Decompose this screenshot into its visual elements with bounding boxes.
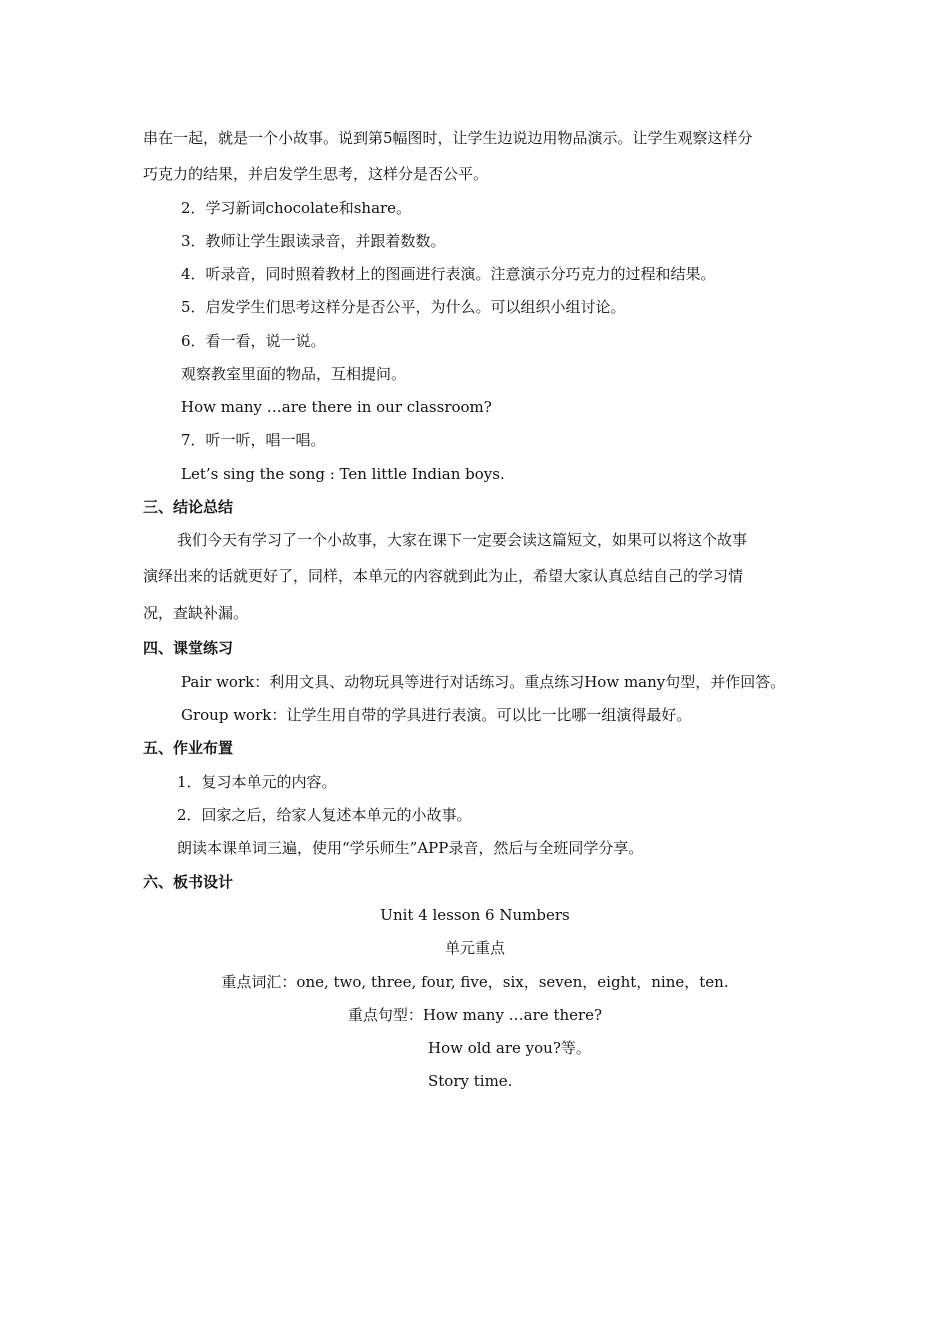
step-6: 6．看一看，说一说。	[181, 332, 326, 350]
board-subtitle: 单元重点	[444, 939, 505, 957]
homework-item-3: 朗读本课单词三遍，使用“学乐师生”APP录音，然后与全班同学分享。	[177, 839, 644, 857]
step-3: 3．教师让学生跟读录音，并跟着数数。	[181, 232, 446, 250]
how-many-question: How many …are there in our classroom?	[181, 398, 492, 416]
section-4-heading: 四、课堂练习	[143, 639, 234, 657]
board-vocab: 重点词汇：one, two, three, four, five，six，seven，eight，nine，ten.	[221, 973, 729, 991]
step-4: 4．听录音，同时照着教材上的图画进行表演。注意演示分巧克力的过程和结果。	[181, 265, 716, 283]
board-title: Unit 4 lesson 6 Numbers	[380, 906, 570, 924]
paragraph-line: 巧克力的结果，并启发学生思考，这样分是否公平。	[143, 165, 489, 183]
board-pattern-3: Story time.	[428, 1072, 513, 1090]
observe-text: 观察教室里面的物品，互相提问。	[181, 365, 407, 383]
summary-line: 演绎出来的话就更好了，同样，本单元的内容就到此为止，希望大家认真总结自己的学习情	[143, 567, 744, 585]
homework-item-2: 2．回家之后，给家人复述本单元的小故事。	[177, 806, 472, 824]
homework-item-1: 1．复习本单元的内容。	[177, 773, 337, 791]
step-5: 5．启发学生们思考这样分是否公平，为什么。可以组织小组讨论。	[181, 298, 626, 316]
paragraph-line: 串在一起，就是一个小故事。说到第5幅图时，让学生边说边用物品演示。让学生观察这样分	[143, 129, 753, 147]
step-7: 7．听一听，唱一唱。	[181, 431, 326, 449]
section-6-heading: 六、板书设计	[143, 873, 234, 891]
step-2: 2．学习新词chocolate和share。	[181, 199, 412, 217]
section-5-heading: 五、作业布置	[143, 739, 234, 757]
summary-line: 我们今天有学习了一个小故事，大家在课下一定要会读这篇短文，如果可以将这个故事	[177, 531, 748, 549]
board-pattern-2: How old are you?等。	[428, 1039, 591, 1057]
summary-line: 况，查缺补漏。	[143, 604, 249, 622]
board-pattern-1: 重点句型：How many …are there?	[347, 1006, 603, 1024]
section-3-heading: 三、结论总结	[143, 498, 234, 516]
pair-work-text: Pair work：利用文具、动物玩具等进行对话练习。重点练习How many句型，并作回答。	[181, 673, 786, 691]
lets-sing-text: Let’s sing the song : Ten little Indian boys.	[181, 465, 505, 483]
group-work-text: Group work：让学生用自带的学具进行表演。可以比一比哪一组演得最好。	[181, 706, 692, 724]
